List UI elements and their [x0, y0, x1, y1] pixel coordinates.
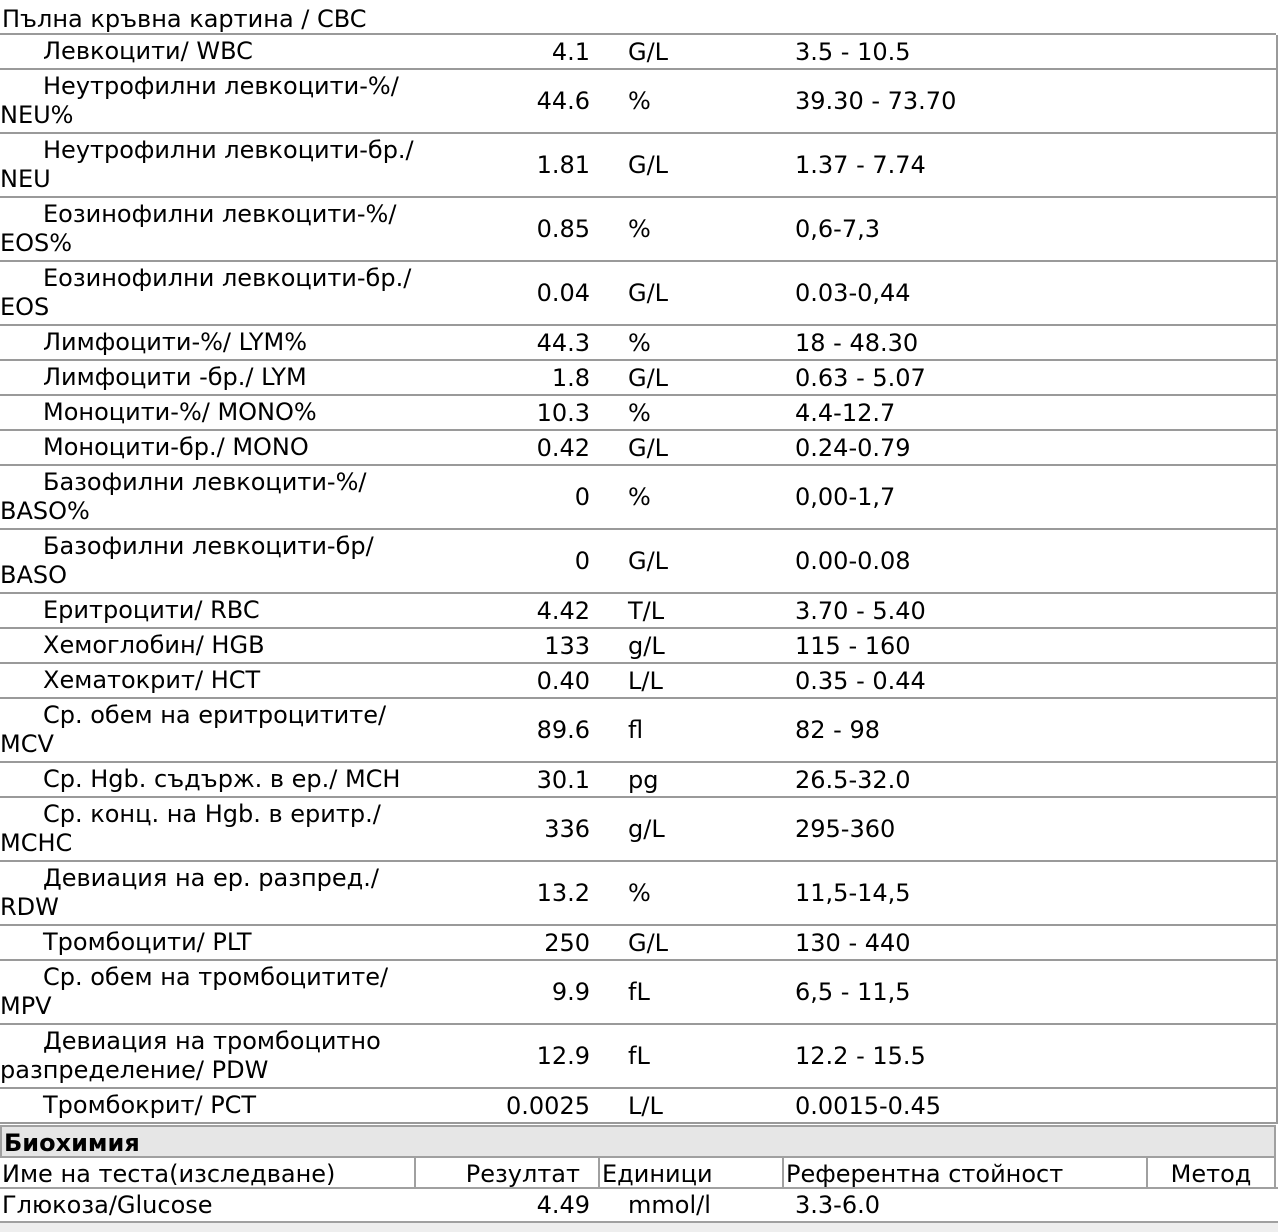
- test-unit: G/L: [628, 928, 669, 957]
- test-result: 0.04: [536, 279, 590, 307]
- test-unit: fl: [628, 716, 644, 744]
- test-name: Хемоглобин/ HGB: [43, 631, 265, 659]
- test-name: Ср. конц. на Hgb. в еритр./ MCHC: [0, 800, 381, 857]
- test-name: Глюкоза/Glucose: [2, 1191, 213, 1219]
- test-reference: 0.03-0,44: [795, 279, 911, 307]
- test-unit: %: [628, 879, 651, 907]
- cbc-section-title: Пълна кръвна картина / CBC: [0, 0, 1276, 35]
- test-reference: 3.3-6.0: [795, 1191, 880, 1219]
- cbc-row: [0, 361, 1278, 396]
- test-reference: 18 - 48.30: [795, 328, 919, 357]
- cbc-row: [0, 70, 1278, 134]
- test-name: Ср. обем на еритроцитите/ MCV: [0, 701, 387, 758]
- column-header-method: Метод: [1148, 1158, 1276, 1187]
- cbc-row: [0, 1089, 1278, 1124]
- column-header-test-name: Име на теста(изследване): [0, 1158, 416, 1187]
- test-reference: 4.4-12.7: [795, 398, 896, 427]
- cbc-row: [0, 664, 1278, 699]
- test-name: Базофилни левкоцити-%/ BASO%: [0, 468, 367, 525]
- test-name: Моноцити-бр./ MONO: [43, 433, 309, 461]
- cbc-row: [0, 35, 1278, 70]
- test-name: Моноцити-%/ MONO%: [43, 398, 317, 426]
- test-name: Лимфоцити -бр./ LYM: [43, 363, 307, 391]
- table-bottom-edge: [0, 1223, 1278, 1232]
- cbc-row: [0, 1025, 1278, 1089]
- test-reference: 12.2 - 15.5: [795, 1042, 926, 1070]
- test-reference: 0,6-7,3: [795, 215, 880, 243]
- test-unit: T/L: [628, 596, 665, 625]
- cbc-results-table: [0, 35, 1278, 1124]
- test-unit: g/L: [628, 631, 665, 660]
- test-reference: 26.5-32.0: [795, 765, 911, 794]
- test-unit: L/L: [628, 666, 663, 695]
- test-reference: 3.5 - 10.5: [795, 37, 911, 66]
- test-result: 12.9: [536, 1042, 590, 1070]
- biochem-column-headers: [0, 1158, 1278, 1189]
- cbc-row: [0, 629, 1278, 664]
- test-unit: fL: [628, 1042, 650, 1070]
- test-reference: 1.37 - 7.74: [795, 151, 926, 179]
- test-result: 133: [544, 631, 590, 660]
- test-result: 10.3: [536, 398, 590, 427]
- test-reference: 0.0015-0.45: [795, 1091, 942, 1120]
- test-name: Ср. Hgb. съдърж. в ер./ MCH: [43, 765, 401, 793]
- test-result: 0.40: [536, 666, 590, 695]
- test-reference: 295-360: [795, 815, 896, 843]
- test-unit: mmol/l: [628, 1191, 711, 1219]
- test-name: Левкоцити/ WBC: [43, 37, 253, 65]
- test-unit: g/L: [628, 815, 665, 843]
- test-name: Тромбокрит/ PCT: [43, 1091, 257, 1119]
- test-reference: 11,5-14,5: [795, 879, 911, 907]
- test-name: Тромбоцити/ PLT: [43, 928, 252, 956]
- cbc-row: [0, 798, 1278, 862]
- test-reference: 6,5 - 11,5: [795, 978, 911, 1006]
- test-name: Еозинофилни левкоцити-%/ EOS%: [0, 200, 397, 257]
- test-reference: 130 - 440: [795, 928, 911, 957]
- test-result: 1.8: [551, 363, 590, 392]
- test-name: Девиация на тромбоцитно разпределение/ PDW: [0, 1027, 381, 1084]
- test-name: Еритроцити/ RBC: [43, 596, 260, 624]
- column-header-reference: Референтна стойност: [784, 1158, 1148, 1187]
- cbc-row: [0, 699, 1278, 763]
- test-name: Базофилни левкоцити-бр/ BASO: [0, 532, 374, 589]
- test-unit: %: [628, 398, 651, 427]
- test-reference: 115 - 160: [795, 631, 911, 660]
- test-unit: %: [628, 483, 651, 511]
- test-name: Ср. обем на тромбоцитите/ MPV: [0, 963, 389, 1020]
- test-result: 30.1: [536, 765, 590, 794]
- test-result: 0.0025: [506, 1091, 590, 1120]
- test-result: 9.9: [551, 978, 590, 1006]
- test-reference: 39.30 - 73.70: [795, 87, 957, 115]
- test-reference: 0,00-1,7: [795, 483, 896, 511]
- test-name: Неутрофилни левкоцити-бр./ NEU: [0, 136, 414, 193]
- test-name: Хематокрит/ HCT: [43, 666, 261, 694]
- test-unit: %: [628, 87, 651, 115]
- test-result: 0: [574, 483, 590, 511]
- test-unit: G/L: [628, 37, 669, 66]
- cbc-row: [0, 926, 1278, 961]
- test-unit: %: [628, 328, 651, 357]
- cbc-row: [0, 763, 1278, 798]
- test-reference: 0.63 - 5.07: [795, 363, 926, 392]
- test-name: Неутрофилни левкоцити-%/ NEU%: [0, 72, 399, 129]
- test-result: 0.85: [536, 215, 590, 243]
- test-unit: fL: [628, 978, 650, 1006]
- test-reference: 0.24-0.79: [795, 433, 911, 462]
- column-header-result: Резултат: [416, 1158, 600, 1187]
- biochem-row-glucose: [0, 1189, 1278, 1223]
- test-result: 0.42: [536, 433, 590, 462]
- cbc-row: [0, 431, 1278, 466]
- test-result: 4.1: [551, 37, 590, 66]
- test-name: Еозинофилни левкоцити-бр./ EOS: [0, 264, 412, 321]
- test-reference: 0.00-0.08: [795, 547, 911, 575]
- test-reference: 82 - 98: [795, 716, 880, 744]
- test-unit: L/L: [628, 1091, 663, 1120]
- cbc-row: [0, 326, 1278, 361]
- test-name: Лимфоцити-%/ LYM%: [43, 328, 307, 356]
- cbc-row: [0, 396, 1278, 431]
- test-result: 4.49: [536, 1191, 590, 1219]
- test-result: 4.42: [536, 596, 590, 625]
- cbc-row: [0, 961, 1278, 1025]
- test-result: 13.2: [536, 879, 590, 907]
- cbc-row: [0, 198, 1278, 262]
- test-unit: G/L: [628, 151, 669, 179]
- test-result: 44.6: [536, 87, 590, 115]
- test-reference: 0.35 - 0.44: [795, 666, 926, 695]
- cbc-row: [0, 530, 1278, 594]
- cbc-row: [0, 594, 1278, 629]
- test-unit: G/L: [628, 433, 669, 462]
- cbc-row: [0, 862, 1278, 926]
- test-result: 1.81: [536, 151, 590, 179]
- biochem-section-title: Биохимия: [0, 1125, 1276, 1158]
- test-unit: G/L: [628, 363, 669, 392]
- test-unit: G/L: [628, 547, 669, 575]
- test-unit: pg: [628, 765, 659, 794]
- test-result: 250: [544, 928, 590, 957]
- test-result: 89.6: [536, 716, 590, 744]
- test-name: Девиация на ер. разпред./ RDW: [0, 864, 379, 921]
- cbc-row: [0, 134, 1278, 198]
- column-header-unit: Единици: [600, 1158, 784, 1187]
- cbc-row: [0, 466, 1278, 530]
- test-unit: %: [628, 215, 651, 243]
- test-reference: 3.70 - 5.40: [795, 596, 926, 625]
- test-unit: G/L: [628, 279, 669, 307]
- test-result: 336: [544, 815, 590, 843]
- test-result: 0: [574, 547, 590, 575]
- cbc-row: [0, 262, 1278, 326]
- test-result: 44.3: [536, 328, 590, 357]
